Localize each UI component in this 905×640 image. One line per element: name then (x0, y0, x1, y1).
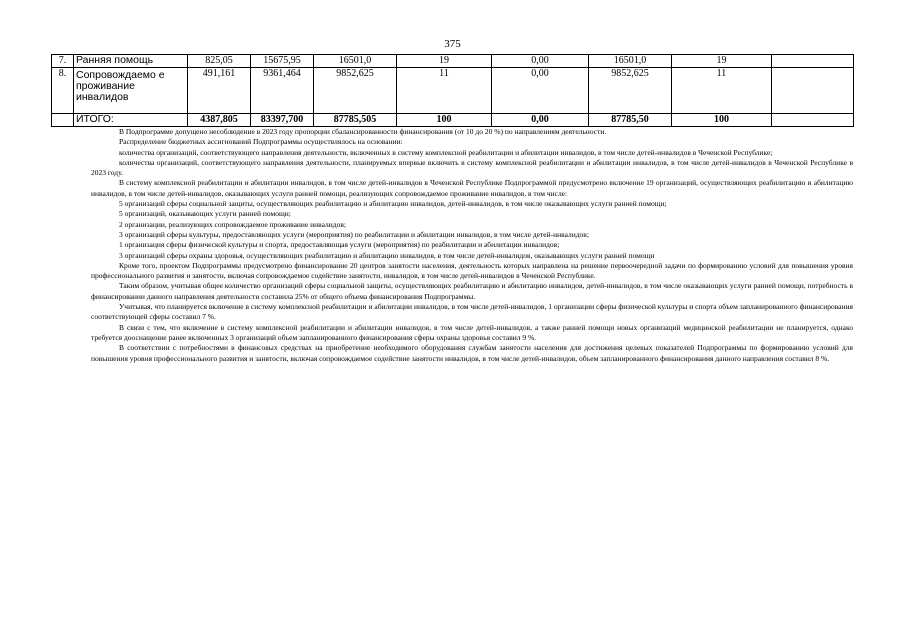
table-cell: 9852,625 (314, 68, 397, 114)
row-number-cell (52, 114, 74, 127)
paragraph: Таким образом, учитывая общее количество организаций сферы социальной защиты, осуществляющих реабилитацию и абилитацию инвалидов, детей-инвалидов, в том числе оказывающих услуги ранней помощи, потребность в финансировании данного направления деятельности составила 25% от общего объема финансирования Подпрограммы. (91, 281, 853, 301)
paragraph: 3 организаций сферы культуры, предоставляющих услуги (мероприятия) по реабилитации и абилитации инвалидов, в том числе детей-инвалидов; (119, 229, 589, 239)
table-cell (772, 68, 854, 114)
budget-table (51, 54, 854, 127)
direction-name-cell: Сопровождаемо е проживание инвалидов (74, 68, 188, 114)
paragraph: В Подпрограмме допущено несоблюдение в 2023 году пропорции сбалансированности финансирования (от 10 до 20 %) по направлениям деятельности. (119, 127, 607, 136)
table-cell: 11 (672, 68, 772, 114)
table-cell: 9361,464 (251, 68, 314, 114)
table-cell: 825,05 (188, 55, 251, 68)
total-label: ИТОГО: (74, 114, 188, 127)
paragraph: Распределение бюджетных ассигнований Подпрограммы осуществлялось на основании: (119, 137, 403, 147)
total-cell: 100 (672, 114, 772, 127)
table-cell: 16501,0 (589, 55, 672, 68)
table-cell: 19 (397, 55, 492, 68)
total-cell: 4387,805 (188, 114, 251, 127)
total-cell (772, 114, 854, 127)
table-cell (772, 55, 854, 68)
table-cell: 491,161 (188, 68, 251, 114)
table-cell: 0,00 (492, 68, 589, 114)
paragraph: 5 организаций, оказывающих услуги ранней помощи; (119, 209, 291, 219)
paragraph: В систему комплексной реабилитации и абилитации инвалидов, в том числе детей-инвалидов в Чеченской Республике Подпрограммой предусмотрено включение 19 организаций, осуществляющих реабилитацию и абилитацию инвалидов, в том числе детей-инвалидов, оказывающих услуги ранней помощи, реализующих сопровождаемое проживание инвалидов, в том числе: (91, 178, 853, 198)
paragraph: 2 организации, реализующих сопровождаемое проживание инвалидов; (119, 219, 346, 229)
table-cell: 11 (397, 68, 492, 114)
table-cell: 16501,0 (314, 55, 397, 68)
table-cell: 19 (672, 55, 772, 68)
body-text (91, 127, 853, 364)
total-cell: 0,00 (492, 114, 589, 127)
page-number: 375 (444, 38, 461, 50)
paragraph: 3 организаций сферы охраны здоровья, осуществляющих реабилитацию и абилитацию инвалидов, в том числе детей-инвалидов, оказывающих услуги ранней помощи (119, 250, 655, 260)
row-number-cell: 8. (52, 68, 74, 114)
total-cell: 83397,700 (251, 114, 314, 127)
paragraph: Кроме того, проектом Подпрограммы предусмотрено финансирование 20 центров занятости населения, деятельность которых направлена на решение первоочередной задачи по формированию условий для повышения уровня профессионального развития и занятости, включая сопровождаемое содействие занятости, инвалидов, в том числе детей-инвалидов в Чеченской Республике. (91, 260, 853, 281)
paragraph: количества организаций, соответствующего направления деятельности, включенных в систему комплексной реабилитации и абилитации инвалидов, в том числе детей-инвалидов в Чеченской Республике; (119, 147, 773, 157)
total-row (52, 114, 854, 127)
paragraph: 5 организаций сферы социальной защиты, осуществляющих реабилитацию и абилитацию инвалидов, детей-инвалидов, в том числе оказывающих услуги ранней помощи; (119, 199, 667, 209)
row-number-cell: 7. (52, 55, 74, 68)
paragraph: 1 организация сферы физической культуры и спорта, предоставляющая услуги (мероприятия) по реабилитации и абилитации инвалидов; (119, 240, 560, 250)
paragraph: количества организаций, соответствующего направления деятельности, планируемых впервые включить в систему комплексной реабилитации и абилитации инвалидов, в том числе детей-инвалидов в Чеченской Республике в 2023 году. (91, 157, 853, 178)
total-cell: 87785,50 (589, 114, 672, 127)
table-cell: 0,00 (492, 55, 589, 68)
total-cell: 100 (397, 114, 492, 127)
table-cell: 9852,625 (589, 68, 672, 114)
table-row (52, 68, 854, 114)
total-cell: 87785,505 (314, 114, 397, 127)
table-row (52, 55, 854, 68)
paragraph: В связи с тем, что включение в систему комплексной реабилитации и абилитации инвалидов, в том числе детей-инвалидов, а также ранней помощи новых организаций медицинской реабилитации не планируется, однако требуется дооснащение ранее включенных 3 организаций объем запланированного финансирования сферы охраны здоровья составил 9 %. (91, 322, 853, 342)
direction-name-cell: Ранняя помощь (74, 55, 188, 68)
table-cell: 15675,95 (251, 55, 314, 68)
paragraph: В соответствии с потребностями в финансовых средствах на приобретение необходимого оборудования службам занятости населения для достижения целевых показателей Подпрограммы по формированию условий для повышения уровня профессионального развития и занятости, включая сопровождаемое содействие занятости инвалидов, в том числе детей-инвалидов, объем запланированного финансирования данного направления составил 8 %. (91, 343, 853, 363)
paragraph: Учитывая, что планируется включение в систему комплексной реабилитации и абилитации инвалидов, в том числе детей-инвалидов, 1 организации сферы физической культуры и спорта объем запланированного финансирования соответствующей сферы составил 7 %. (91, 302, 853, 322)
